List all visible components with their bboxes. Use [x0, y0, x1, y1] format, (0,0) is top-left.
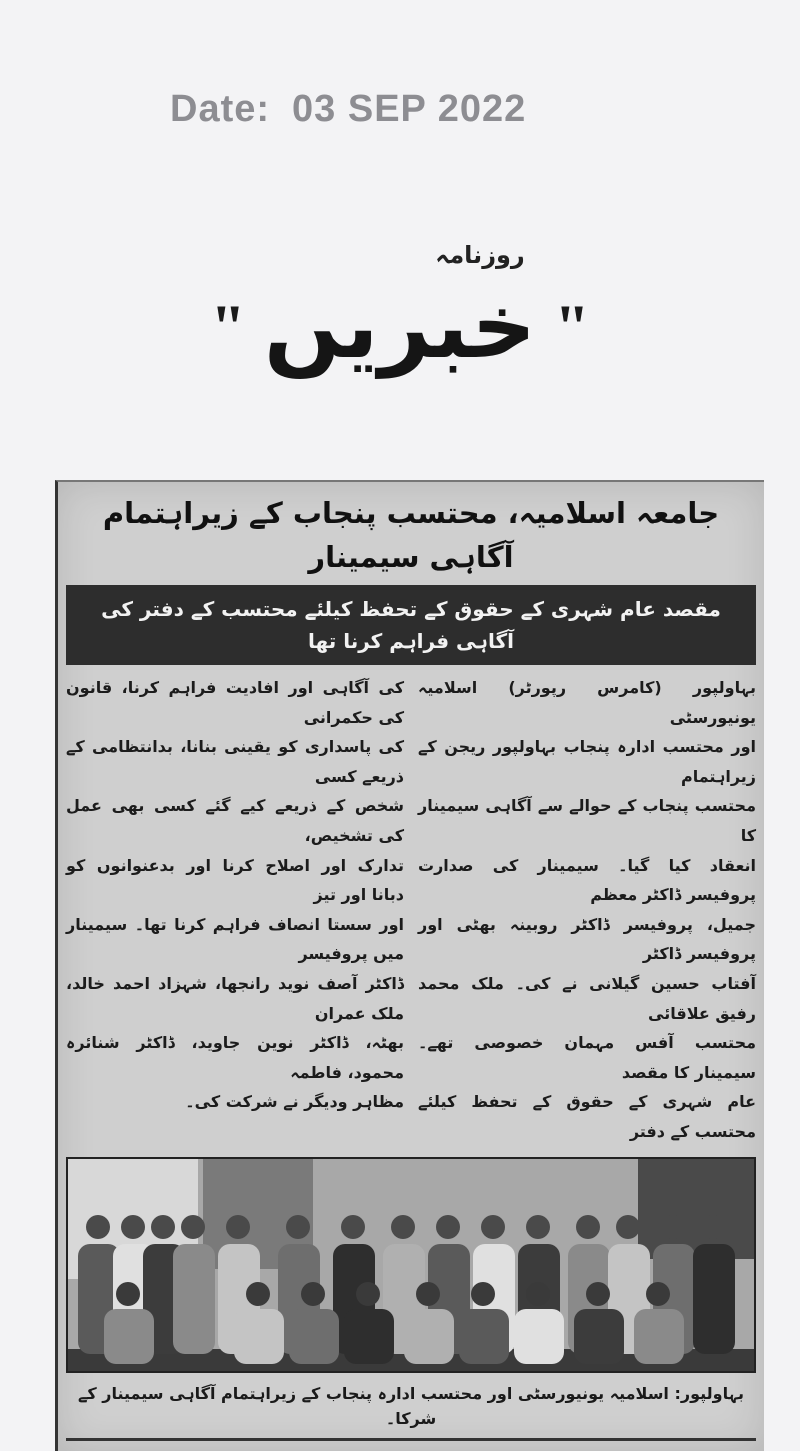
photo-figure [404, 1309, 454, 1364]
column-line: بھٹہ، ڈاکٹر نوین جاوید، ڈاکٹر شنائرہ محمود، فاطمہ [66, 1033, 404, 1082]
photo-figure [226, 1215, 250, 1239]
photo-figure [246, 1282, 270, 1306]
photo-figure [173, 1244, 215, 1354]
photo-figure [471, 1282, 495, 1306]
photo-figure [391, 1215, 415, 1239]
photo-figure [586, 1282, 610, 1306]
article-column-right [418, 673, 756, 1147]
photo-figure [86, 1215, 110, 1239]
column-line: اور سستا انصاف فراہم کرنا تھا۔ سیمینار میں پروفیسر [66, 914, 404, 964]
column-line: آفتاب حسین گیلانی نے کی۔ ملک محمد رفیق علاقائی [418, 973, 756, 1023]
group-photo-image [68, 1159, 754, 1371]
column-line: تدارک اور اصلاح کرنا اور بدعنوانوں کو دبانا اور تیز [66, 855, 404, 905]
column-line: شخص کے ذریعے کیے گئے کسی بھی عمل کی تشخیص، [66, 796, 404, 845]
column-line: بہاولپور (کامرس رپورٹر) اسلامیہ یونیورسٹی [418, 678, 756, 727]
photo-figure [436, 1215, 460, 1239]
article-body [66, 673, 756, 1147]
article-column-left [66, 673, 404, 1147]
photo-figure [341, 1215, 365, 1239]
group-photo [66, 1157, 756, 1373]
column-line: کی آگاہی اور افادیت فراہم کرنا، قانون کی حکمرانی [66, 678, 404, 727]
photo-figure [646, 1282, 670, 1306]
photo-figure [289, 1309, 339, 1364]
photo-figure [151, 1215, 175, 1239]
masthead-open-quote: " [210, 291, 246, 363]
photo-caption: بہاولپور: اسلامیہ یونیورسٹی اور محتسب ادارہ پنجاب کے زیراہتمام آگاہی سیمینار کے شرکا۔ [66, 1381, 756, 1441]
photo-figure [701, 1215, 725, 1239]
masthead-prefix: روزنامہ [435, 241, 525, 269]
photo-figure [181, 1215, 205, 1239]
column-line: جمیل، پروفیسر ڈاکٹر روبینہ بھٹی اور پروفیسر ڈاکٹر [418, 914, 756, 964]
column-line: محتسب پنجاب کے حوالے سے آگاہی سیمینار کا [418, 796, 756, 845]
photo-figure [286, 1215, 310, 1239]
photo-figure [634, 1309, 684, 1364]
photo-figure [121, 1215, 145, 1239]
article-headline: جامعہ اسلامیہ، محتسب پنجاب کے زیراہتمام آگاہی سیمینار [102, 496, 720, 574]
date-stamp [170, 88, 526, 131]
photo-figure [661, 1215, 685, 1239]
column-line: کی پاسداری کو یقینی بنانا، بدانتظامی کے ذریعے کسی [66, 737, 404, 786]
date-value: 03 SEP 2022 [292, 88, 527, 130]
column-line: عام شہری کے حقوق کے تحفظ کیلئے محتسب کے دفتر [418, 1092, 756, 1141]
column-line: ڈاکٹر آصف نوید رانجھا، شہزاد احمد خالد، ملک عمران [66, 973, 404, 1023]
column-line: اور محتسب ادارہ پنجاب بہاولپور ریجن کے زیراہتمام [418, 737, 756, 786]
date-label: Date: [170, 88, 271, 130]
photo-figure [616, 1215, 640, 1239]
masthead-title-row [210, 271, 589, 384]
photo-figure [356, 1282, 380, 1306]
photo-figure [693, 1244, 735, 1354]
photo-figure [526, 1215, 550, 1239]
photo-figure [416, 1282, 440, 1306]
masthead-close-quote: " [554, 291, 590, 363]
photo-figure [459, 1309, 509, 1364]
photo-figure [481, 1215, 505, 1239]
column-line: مظاہر ودیگر نے شرکت کی۔ [185, 1092, 404, 1112]
photo-figure [301, 1282, 325, 1306]
column-line: انعقاد کیا گیا۔ سیمینار کی صدارت پروفیسر ڈاکٹر معظم [418, 855, 756, 905]
photo-figure [574, 1309, 624, 1364]
article-subheadline: مقصد عام شہری کے حقوق کے تحفظ کیلئے محتسب کے دفتر کی آگاہی فراہم کرنا تھا [66, 585, 756, 665]
news-clipping [55, 480, 764, 1451]
photo-figure [576, 1215, 600, 1239]
photo-figure [344, 1309, 394, 1364]
photo-figure [514, 1309, 564, 1364]
photo-figure [104, 1309, 154, 1364]
masthead [100, 240, 700, 384]
masthead-title: خبریں [263, 274, 537, 380]
photo-figure [526, 1282, 550, 1306]
photo-figure [234, 1309, 284, 1364]
photo-figure [116, 1282, 140, 1306]
column-line: محتسب آفس مہمان خصوصی تھے۔ سیمینار کا مقصد [418, 1033, 756, 1082]
